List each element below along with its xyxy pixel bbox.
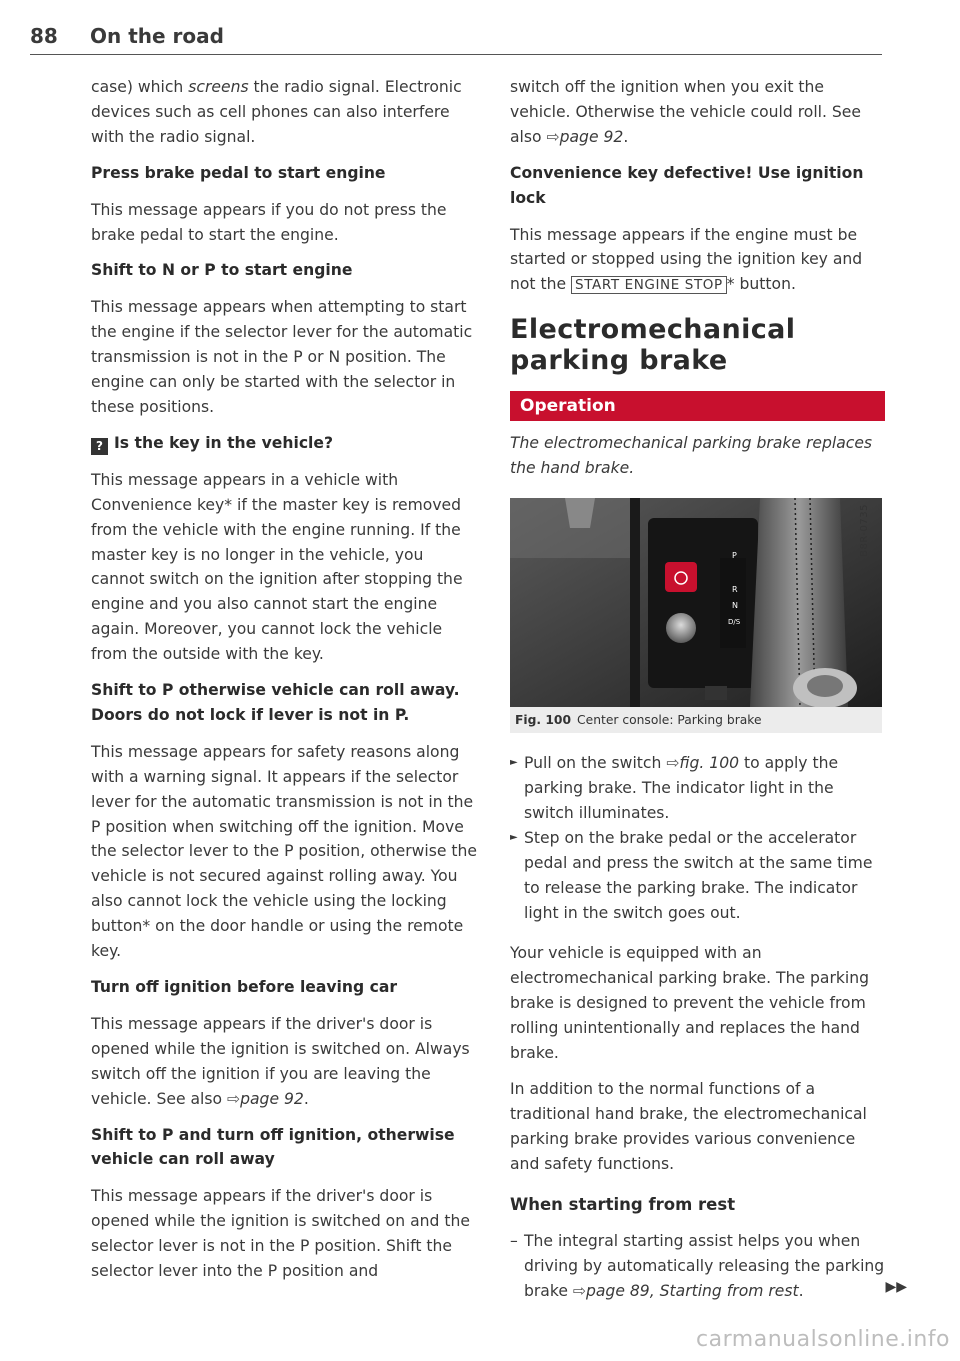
message-body: This message appears if the driver's door is opened while the ignition is switched on and the selector lever is not in the P position. Shift the selector lever into the P position and xyxy=(91,1187,470,1281)
section-banner: Operation xyxy=(510,391,885,421)
intro-paragraph: case) which screens the radio signal. Electronic devices such as cell phones can also interfere with the radio signal. xyxy=(91,78,462,146)
page-reference-link[interactable]: page 89, Starting from rest xyxy=(585,1282,799,1301)
xref-arrow-icon: ⇨ xyxy=(546,127,560,146)
gear-label-p: P xyxy=(732,551,737,561)
page-number: 88 xyxy=(30,24,58,48)
section-intro: The electromechanical parking brake replaces the hand brake. xyxy=(510,434,873,478)
message-heading: Convenience key defective! Use ignition lock xyxy=(510,163,864,207)
message-body: This message appears for safety reasons along with a warning signal. It appears if the selector lever for the automatic transmission is not in the P position when switching off the ignition. Move the selector lever to the P position, otherwise the vehicle is not secured against rolling away. You also cannot lock the vehicle using the locking button* on the door handle or using the remote key. xyxy=(91,742,477,961)
gear-label-r: R xyxy=(732,585,738,595)
body-paragraph: In addition to the normal functions of a traditional hand brake, the electromechanical parking brake provides various convenience and safety functions. xyxy=(510,1079,867,1173)
watermark: carmanualsonline.info xyxy=(696,1327,950,1352)
subheading: When starting from rest xyxy=(510,1194,736,1214)
page-reference-link[interactable]: page 92 xyxy=(240,1089,304,1108)
xref-arrow-icon: ⇨ xyxy=(227,1089,241,1108)
figure-reference-link[interactable]: fig. 100 xyxy=(679,754,740,773)
start-engine-stop-button-label: START ENGINE STOP xyxy=(571,276,727,294)
message-heading: Turn off ignition before leaving car xyxy=(91,978,398,996)
continued-paragraph: switch off the ignition when you exit the vehicle. Otherwise the vehicle could roll. See also ⇨page 92. xyxy=(510,78,861,146)
section-title: On the road xyxy=(90,24,224,48)
list-item: – The integral starting assist helps you when driving by automatically releasing the parking brake ⇨page 89, Starting from rest. ▶▶ xyxy=(510,1229,885,1304)
gear-label-n: N xyxy=(732,601,738,611)
xref-arrow-icon: ⇨ xyxy=(666,754,680,773)
message-heading: Shift to P otherwise vehicle can roll away. Doors do not lock if lever is not in P. xyxy=(91,681,460,724)
message-body: This message appears in a vehicle with Convenience key* if the master key is removed from the vehicle with the engine running. If the master key is no longer in the vehicle, you cannot switch on the ignition after stopping the engine and you also cannot start the engine again. Moreover, you cannot lock the vehicle from the outside with the key. xyxy=(91,470,463,664)
message-body: This message appears if the driver's door is opened while the ignition is switched on. Always switch off the ignition if you are leaving the vehicle. See also ⇨page 92. xyxy=(91,1014,470,1108)
instruction-step: ► Pull on the switch ⇨fig. 100 to apply the parking brake. The indicator light in the switch illuminates. xyxy=(510,751,885,826)
parking-brake-figure xyxy=(510,498,882,707)
continue-arrow-icon: ▶▶ xyxy=(885,1279,907,1296)
chapter-title: Electromechanical parking brake xyxy=(510,314,796,377)
message-heading: ? Is the key in the vehicle? xyxy=(91,431,481,456)
message-heading: Shift to P and turn off ignition, otherwise vehicle can roll away xyxy=(91,1125,455,1169)
gear-labels-overlay xyxy=(510,498,882,707)
page-header xyxy=(30,24,882,55)
figure-code: B8R-0735 xyxy=(859,504,871,557)
left-column xyxy=(91,75,481,1295)
message-body: This message appears if you do not press the brake pedal to start the engine. xyxy=(91,200,447,244)
message-body: This message appears if the engine must be started or stopped using the ignition key and not the START ENGINE STOP * button. xyxy=(510,225,863,294)
page-reference-link[interactable]: page 92 xyxy=(559,127,624,146)
xref-arrow-icon: ⇨ xyxy=(572,1282,586,1301)
body-paragraph: Your vehicle is equipped with an electromechanical parking brake. The parking brake is designed to prevent the vehicle from rolling unintentionally and replaces the hand brake. xyxy=(510,944,870,1063)
right-column xyxy=(510,75,907,1315)
gear-label-ds: D/S xyxy=(728,618,741,627)
figure-caption: Fig. 100 Center console: Parking brake xyxy=(510,707,882,733)
message-body: This message appears when attempting to start the engine if the selector lever for the automatic transmission is not in the P or N position. The engine can only be started with the selector in these positions. xyxy=(91,298,473,416)
message-heading: Press brake pedal to start engine xyxy=(91,163,386,182)
key-warning-icon: ? xyxy=(91,438,108,455)
message-heading: Shift to N or P to start engine xyxy=(91,261,353,280)
instruction-step: ► Step on the brake pedal or the accelerator pedal and press the switch at the same time to release the parking brake. The indicator light in the switch goes out. xyxy=(510,826,885,926)
